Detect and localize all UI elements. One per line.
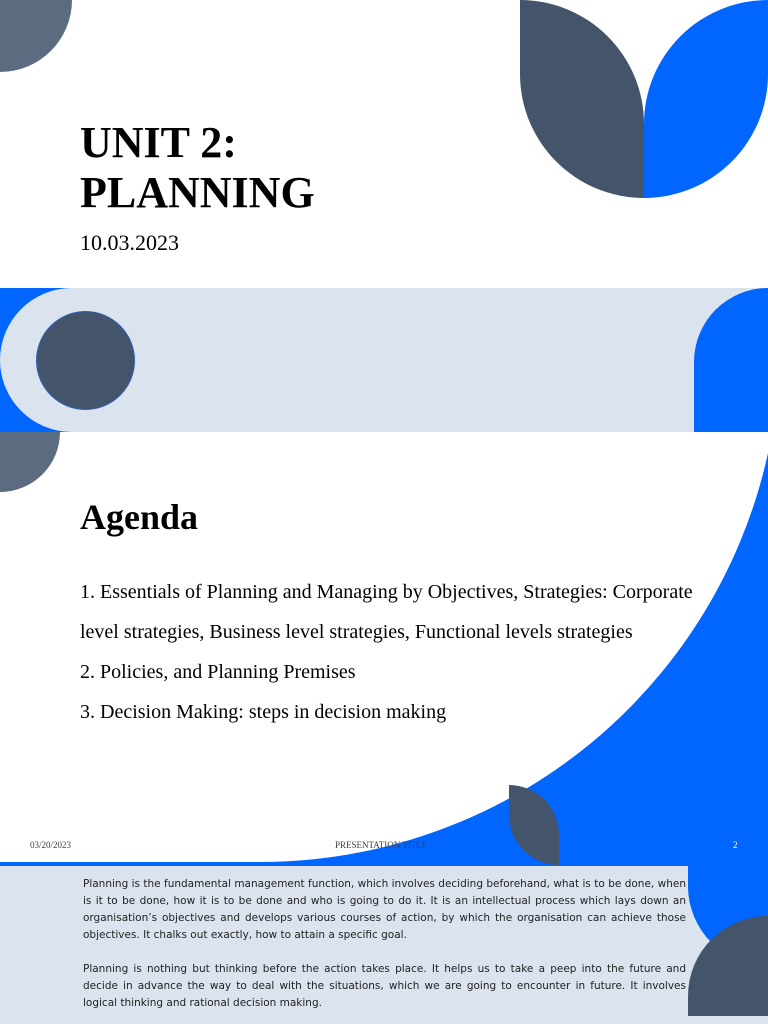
footer-date: 03/20/2023 [30, 840, 72, 850]
content-slide [0, 866, 768, 1024]
footer-title: PRESENTATION TITLE [335, 840, 428, 850]
leaf-shape-left [520, 0, 644, 198]
slide-date: 10.03.2023 [80, 230, 179, 255]
agenda-item: 2. Policies, and Planning Premises [80, 661, 356, 683]
slide-title: UNIT 2: PLANNING [80, 118, 315, 217]
leaf-shape-right [644, 0, 768, 198]
agenda-item: 1. Essentials of Planning and Managing by Objectives, Strategies: Corporate level strategies, Business level strategies, Functional levels strategies [80, 581, 693, 643]
agenda-heading: Agenda [80, 497, 199, 537]
paragraph: Planning is nothing but thinking before the action takes place. It helps us to take a peep into the future and decide in advance the way to deal with the situations, which we are going to encounter in future. It involves logical thinking and rational decision making. [83, 963, 686, 1009]
agenda-item: 3. Decision Making: steps in decision making [80, 701, 447, 723]
title-slide [0, 0, 768, 288]
body-text [83, 876, 686, 1024]
navy-circle-shape [36, 311, 135, 410]
corner-circle-shape [0, 0, 72, 72]
decorative-slide [0, 288, 768, 432]
footer-page-number: 2 [733, 840, 738, 850]
agenda-slide [0, 432, 768, 866]
agenda-list [80, 572, 700, 732]
paragraph: Planning is the fundamental management function, which involves deciding beforehand, what is to be done, when is it to be done, how it is to be done and who is going to do it. It is an intellectual process which lays down an organisation’s objectives and develops various courses of action, by which the organisation can achieve those objectives. It chalks out exactly, how to attain a specific goal. [83, 878, 686, 941]
navy-quarter-shape [688, 916, 768, 1016]
